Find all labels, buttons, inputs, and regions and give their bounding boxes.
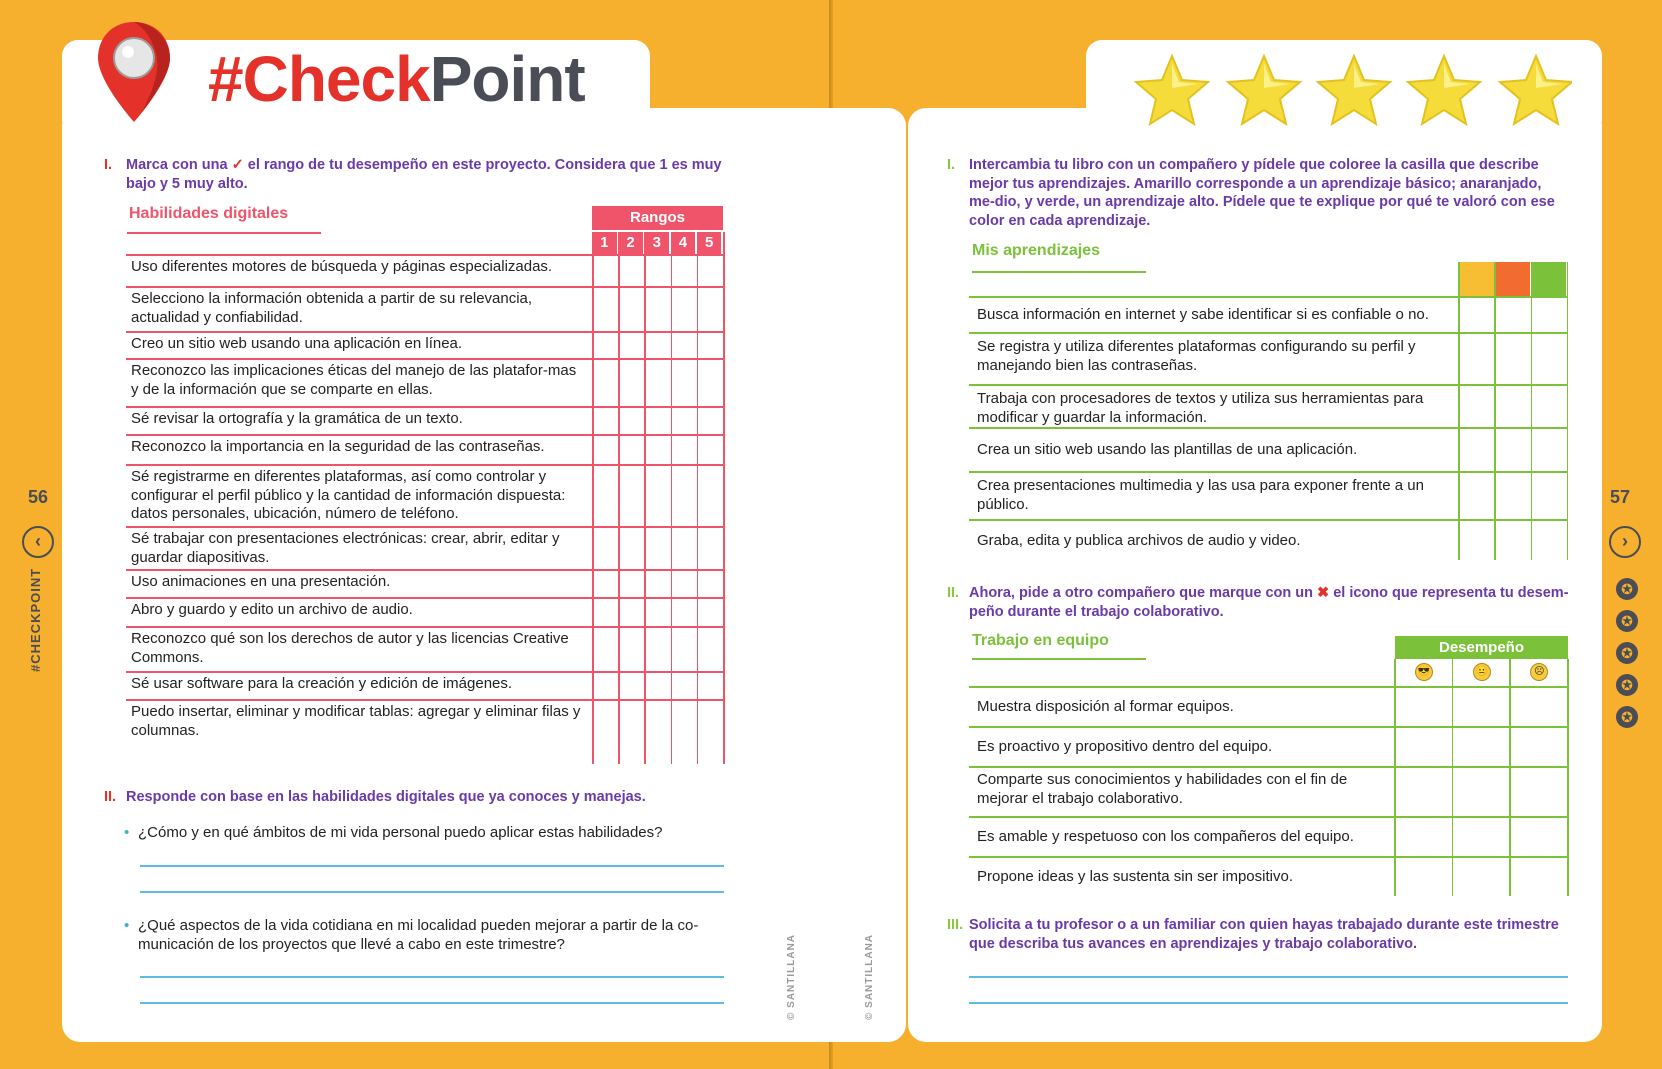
range-cell[interactable]: [594, 466, 616, 524]
section-title-trabajo: Trabajo en equipo: [972, 632, 1109, 649]
learning-row-label: Se registra y utiliza diferentes plataformas configurando su perfil y manejando bien las contraseñas.: [977, 338, 1416, 374]
skill-row-label: Uso diferentes motores de búsqueda y páginas especializadas.: [131, 258, 553, 275]
performance-cell[interactable]: [1454, 728, 1508, 764]
range-cell[interactable]: [673, 599, 695, 624]
skill-row-label: Uso animaciones en una presentación.: [131, 573, 391, 590]
color-cell[interactable]: [1533, 334, 1565, 382]
skill-row-label: Puedo insertar, eliminar y modificar tablas: agregar y eliminar filas y columnas.: [131, 703, 581, 739]
grid-line: [723, 232, 725, 764]
range-column-header: 3: [644, 232, 669, 254]
range-cell[interactable]: [673, 628, 695, 669]
range-cell[interactable]: [673, 256, 695, 284]
star-icon: ✪: [1616, 642, 1638, 664]
color-cell[interactable]: [1533, 386, 1565, 425]
rangos-header: Rangos: [592, 206, 723, 230]
range-cell[interactable]: [594, 673, 616, 697]
range-cell[interactable]: [699, 673, 721, 697]
range-column-header: 1: [592, 232, 617, 254]
skill-row-label: Sé trabajar con presentaciones electrónicas: crear, abrir, editar y guardar diapositivas.: [131, 530, 560, 566]
answer-line[interactable]: [140, 865, 724, 867]
range-cell[interactable]: [594, 571, 616, 595]
performance-cell[interactable]: [1454, 858, 1508, 894]
range-cell[interactable]: [699, 571, 721, 595]
performance-cell[interactable]: [1511, 818, 1565, 854]
range-cell[interactable]: [673, 701, 695, 762]
grid-line: [1567, 262, 1569, 560]
teamwork-row-label: Muestra disposición al formar equipos.: [977, 698, 1234, 715]
range-cell[interactable]: [620, 571, 642, 595]
range-cell[interactable]: [620, 599, 642, 624]
performance-cell[interactable]: [1511, 728, 1565, 764]
question-bullet-1: • ¿Cómo y en qué ámbitos de mi vida personal puedo aplicar estas habilidades?: [124, 824, 663, 841]
range-column-header: 5: [697, 232, 722, 254]
page-number-left: 56: [28, 487, 49, 507]
performance-cell[interactable]: [1511, 858, 1565, 894]
chevron-right-icon: ›: [1622, 531, 1628, 551]
color-cell[interactable]: [1460, 521, 1492, 558]
range-cell[interactable]: [646, 436, 668, 462]
range-cell[interactable]: [646, 673, 668, 697]
range-cell[interactable]: [673, 436, 695, 462]
range-cell[interactable]: [699, 466, 721, 524]
range-cell[interactable]: [673, 528, 695, 567]
color-cell[interactable]: [1496, 334, 1528, 382]
rating-stars: [1132, 52, 1572, 132]
color-cell[interactable]: [1460, 429, 1492, 469]
instruction-r2: II. Ahora, pide a otro compañero que marque con un ✖ el icono que representa tu desem-peño durante el trabajo colaborativo.: [947, 585, 1569, 620]
orange-swatch: [1495, 262, 1530, 296]
range-cell[interactable]: [620, 528, 642, 567]
range-cell[interactable]: [620, 673, 642, 697]
range-cell[interactable]: [699, 701, 721, 762]
range-cell[interactable]: [646, 360, 668, 404]
next-page-button[interactable]: [1609, 526, 1641, 558]
range-cell[interactable]: [646, 599, 668, 624]
grid-line: [1567, 659, 1569, 896]
range-column-header: 2: [618, 232, 643, 254]
performance-cell[interactable]: [1454, 818, 1508, 854]
teamwork-row-label: Comparte sus conocimientos y habilidades con el fin de mejorar el trabajo colaborativo.: [977, 771, 1348, 807]
performance-cell[interactable]: [1454, 768, 1508, 814]
range-cell[interactable]: [620, 256, 642, 284]
skill-row-label: Sé revisar la ortografía y la gramática de un texto.: [131, 410, 463, 427]
range-cell[interactable]: [699, 628, 721, 669]
range-cell[interactable]: [646, 333, 668, 356]
range-cell[interactable]: [673, 360, 695, 404]
performance-cell[interactable]: [1396, 768, 1450, 814]
range-cell[interactable]: [620, 408, 642, 432]
brand-title: #CheckPoint: [208, 43, 585, 115]
range-cell[interactable]: [673, 288, 695, 329]
performance-cell[interactable]: [1454, 688, 1508, 724]
sad-face-icon: ☹: [1530, 663, 1548, 681]
range-cell[interactable]: [594, 599, 616, 624]
range-cell[interactable]: [620, 360, 642, 404]
chevron-left-icon: ‹: [35, 531, 41, 551]
teamwork-row-label: Es proactivo y propositivo dentro del equipo.: [977, 738, 1273, 755]
color-cell[interactable]: [1460, 473, 1492, 517]
range-cell[interactable]: [594, 333, 616, 356]
range-cell[interactable]: [594, 701, 616, 762]
range-cell[interactable]: [699, 256, 721, 284]
checkmark-icon: ✓: [231, 157, 244, 173]
section-title-aprendizajes: Mis aprendizajes: [972, 242, 1101, 259]
answer-line[interactable]: [140, 1002, 724, 1004]
range-cell[interactable]: [594, 436, 616, 462]
copyright-left: © SANTILLANA: [786, 933, 797, 1020]
sunglasses-face-icon: 😎: [1415, 663, 1433, 681]
range-cell[interactable]: [673, 466, 695, 524]
copyright-right: © SANTILLANA: [864, 933, 875, 1020]
range-column-header: 4: [671, 232, 696, 254]
range-cell[interactable]: [673, 333, 695, 356]
color-cell[interactable]: [1460, 334, 1492, 382]
answer-line[interactable]: [969, 976, 1568, 978]
skill-row-label: Reconozco la importancia en la seguridad de las contraseñas.: [131, 438, 545, 455]
neutral-face-icon: 😐: [1473, 663, 1491, 681]
teamwork-table: [969, 636, 1568, 896]
section-title-habilidades: Habilidades digitales: [129, 205, 289, 222]
range-cell[interactable]: [620, 436, 642, 462]
color-cell[interactable]: [1496, 386, 1528, 425]
performance-cell[interactable]: [1396, 818, 1450, 854]
learning-row-label: Crea presentaciones multimedia y las usa para exponer frente a un público.: [977, 477, 1424, 513]
range-cell[interactable]: [646, 408, 668, 432]
color-cell[interactable]: [1533, 521, 1565, 558]
color-cell[interactable]: [1496, 473, 1528, 517]
range-cell[interactable]: [620, 466, 642, 524]
skill-row-label: Creo un sitio web usando una aplicación en línea.: [131, 335, 463, 352]
question-bullet-2: • ¿Qué aspectos de la vida cotidiana en mi localidad pueden mejorar a partir de la co-municación de los proyectos que llevé a cabo en este trimestre?: [124, 917, 699, 953]
range-cell[interactable]: [646, 628, 668, 669]
color-cell[interactable]: [1533, 298, 1565, 330]
learning-row-label: Busca información en internet y sabe identificar si es confiable o no.: [977, 306, 1429, 323]
performance-cell[interactable]: [1396, 728, 1450, 764]
performance-cell[interactable]: [1396, 688, 1450, 724]
instruction-r1: I. Intercambia tu libro con un compañero y pídele que coloree la casilla que describe mejor tus aprendizajes. Amarillo corresponde a un aprendizaje básico; anaranjado, me-dio, y verde, un aprendizaje alto. Pídele que te explique por qué te valoró con ese color en cada aprendizaje.: [947, 157, 1555, 229]
range-cell[interactable]: [646, 256, 668, 284]
answer-line[interactable]: [140, 976, 724, 978]
color-cell[interactable]: [1496, 298, 1528, 330]
range-cell[interactable]: [699, 333, 721, 356]
range-cell[interactable]: [646, 701, 668, 762]
learning-table: [969, 262, 1568, 560]
range-cell[interactable]: [620, 628, 642, 669]
skill-row-label: Sé usar software para la creación y edición de imágenes.: [131, 675, 513, 692]
prev-page-button[interactable]: [22, 526, 54, 558]
range-cell[interactable]: [620, 333, 642, 356]
range-cell[interactable]: [699, 360, 721, 404]
skill-row-label: Sé registrarme en diferentes plataformas, así como controlar y configurar el perfil público y la cantidad de información dispuesta: datos personales, ubicación, número de teléfono.: [131, 468, 566, 522]
learning-row-label: Crea un sitio web usando las plantillas de una aplicación.: [977, 441, 1358, 458]
range-cell[interactable]: [594, 256, 616, 284]
range-cell[interactable]: [620, 288, 642, 329]
desempeno-header: Desempeño: [1395, 636, 1568, 659]
skill-row-label: Selecciono la información obtenida a partir de su relevancia, actualidad y confiabilidad.: [131, 290, 533, 326]
star-icon: ✪: [1616, 706, 1638, 728]
instruction-2: II. Responde con base en las habilidades digitales que ya conoces y manejas.: [104, 789, 646, 805]
range-cell[interactable]: [699, 599, 721, 624]
range-cell[interactable]: [646, 288, 668, 329]
range-cell[interactable]: [594, 360, 616, 404]
page-number-right: 57: [1610, 487, 1631, 507]
color-cell[interactable]: [1533, 429, 1565, 469]
range-cell[interactable]: [620, 701, 642, 762]
range-cell[interactable]: [699, 408, 721, 432]
performance-cell[interactable]: [1511, 768, 1565, 814]
map-pin-icon: [94, 18, 174, 128]
range-cell[interactable]: [673, 571, 695, 595]
teamwork-row-label: Propone ideas y las sustenta sin ser impositivo.: [977, 868, 1293, 885]
range-cell[interactable]: [594, 288, 616, 329]
color-cell[interactable]: [1460, 386, 1492, 425]
yellow-swatch: [1459, 262, 1494, 296]
green-swatch: [1532, 262, 1567, 296]
color-cell[interactable]: [1460, 298, 1492, 330]
star-icon: [1136, 56, 1208, 124]
range-cell[interactable]: [673, 673, 695, 697]
teamwork-row-label: Es amable y respetuoso con los compañeros del equipo.: [977, 828, 1354, 845]
range-cell[interactable]: [646, 571, 668, 595]
performance-cell[interactable]: [1396, 858, 1450, 894]
range-cell[interactable]: [699, 288, 721, 329]
skill-row-label: Reconozco las implicaciones éticas del manejo de las platafor-mas y de la información que se comparte en ellas.: [131, 362, 577, 398]
skill-row-label: Abro y guardo y edito un archivo de audio.: [131, 601, 413, 618]
performance-cell[interactable]: [1511, 688, 1565, 724]
color-cell[interactable]: [1533, 473, 1565, 517]
range-cell[interactable]: [699, 528, 721, 567]
star-icon: ✪: [1616, 674, 1638, 696]
skill-row-label: Reconozco qué son los derechos de autor y las licencias Creative Commons.: [131, 630, 569, 666]
star-icon: ✪: [1616, 578, 1638, 600]
instruction-1: I. Marca con una ✓ el rango de tu desempeño en este proyecto. Considera que 1 es muy bajo y 5 muy alto.: [104, 157, 722, 192]
learning-row-label: Trabaja con procesadores de textos y utiliza sus herramientas para modificar y guardar la información.: [977, 390, 1424, 426]
instruction-r3: III. Solicita a tu profesor o a un familiar con quien hayas trabajado durante este trimestre que describa tus avances en aprendizajes y trabajo colaborativo.: [947, 917, 1559, 952]
star-icon: ✪: [1616, 610, 1638, 632]
range-cell[interactable]: [646, 466, 668, 524]
skills-table: [126, 206, 723, 764]
side-star-dots: [1616, 578, 1640, 738]
range-cell[interactable]: [594, 628, 616, 669]
x-mark-icon: ✖: [1317, 585, 1330, 601]
range-cell[interactable]: [646, 528, 668, 567]
range-cell[interactable]: [673, 408, 695, 432]
range-cell[interactable]: [699, 436, 721, 462]
learning-row-label: Graba, edita y publica archivos de audio y video.: [977, 531, 1301, 549]
range-cell[interactable]: [594, 528, 616, 567]
answer-line[interactable]: [969, 1002, 1568, 1004]
side-section-label: #CHECKPOINT: [28, 567, 43, 672]
color-cell[interactable]: [1496, 429, 1528, 469]
answer-line[interactable]: [140, 891, 724, 893]
color-cell[interactable]: [1496, 521, 1528, 558]
range-cell[interactable]: [594, 408, 616, 432]
